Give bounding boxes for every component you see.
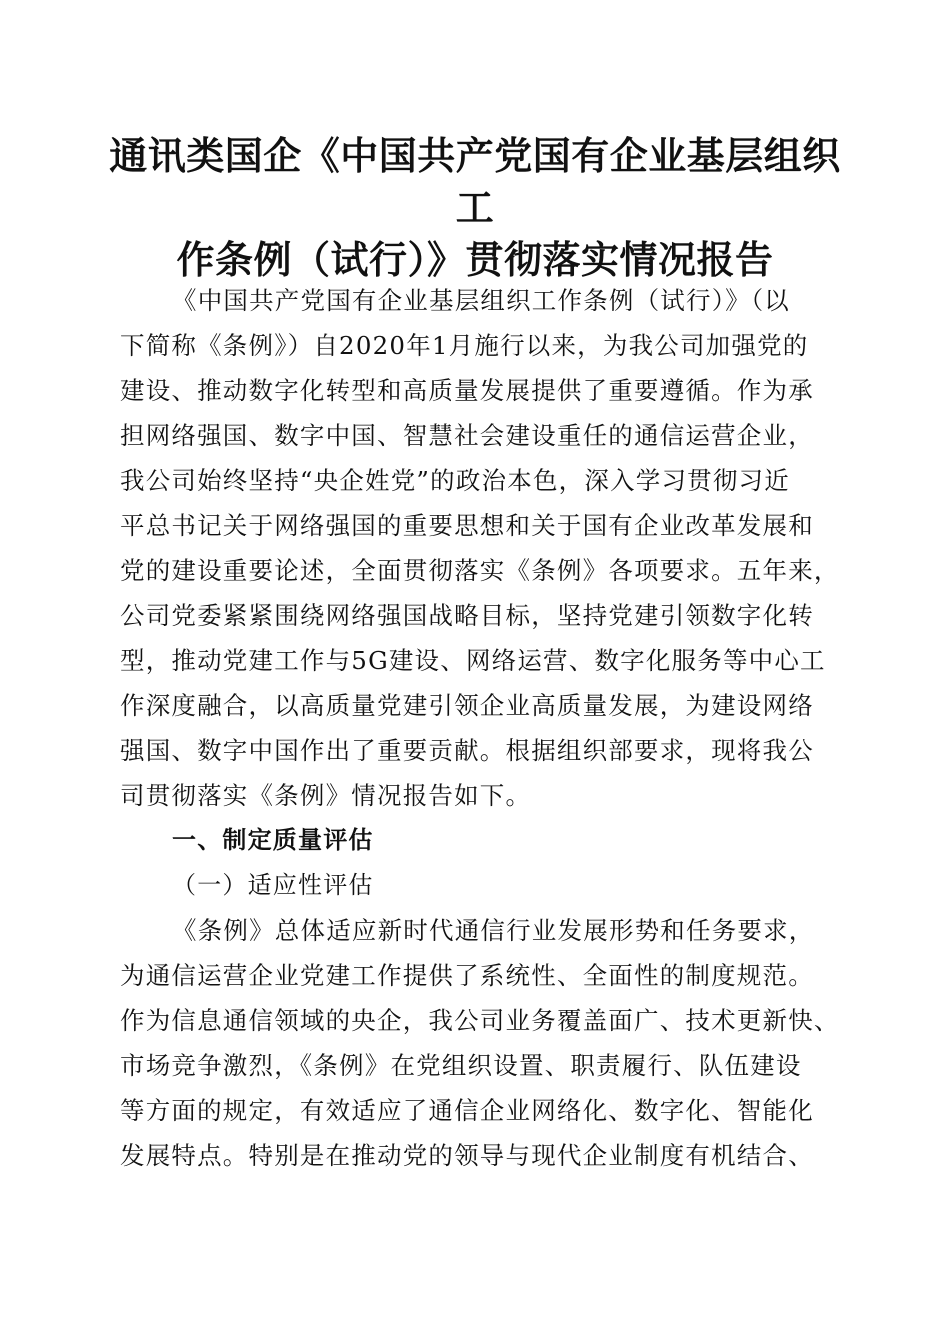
paragraph-line: 党的建设重要论述，全面贯彻落实《条例》各项要求。五年来， [120,556,840,585]
paragraph-line: 平总书记关于网络强国的重要思想和关于国有企业改革发展和 [120,511,814,540]
section-heading: 一、制定质量评估 [172,826,374,854]
paragraph-line: 市场竞争激烈，《条例》在党组织设置、职责履行、队伍建设 [120,1051,802,1080]
paragraph-line: 型，推动党建工作与5G建设、网络运营、数字化服务等中心工 [120,646,826,675]
paragraph-line: 为通信运营企业党建工作提供了系统性、全面性的制度规范。 [120,961,814,990]
paragraph-line: 下简称《条例》）自2020年1月施行以来，为我公司加强党的 [120,331,809,360]
title-line: 作条例（试行）》贯彻落实情况报告 [176,237,774,282]
paragraph-line: 《条例》总体适应新时代通信行业发展形势和任务要求， [172,916,815,945]
paragraph-line: 等方面的规定，有效适应了通信企业网络化、数字化、智能化 [120,1096,814,1125]
paragraph-line: 我公司始终坚持“央企姓党”的政治本色，深入学习贯彻习近 [120,466,790,495]
document-title [100,130,850,286]
paragraph-line: 作深度融合，以高质量党建引领企业高质量发展，为建设网络 [120,691,814,720]
paragraph-line: 《中国共产党国有企业基层组织工作条例（试行）》（以 [172,286,790,315]
paragraph-line: 作为信息通信领域的央企，我公司业务覆盖面广、技术更新快、 [120,1006,840,1035]
paragraph-line: 司贯彻落实《条例》情况报告如下。 [120,781,532,810]
document-body [120,278,840,1178]
paragraph-line: 担网络强国、数字中国、智慧社会建设重任的通信运营企业， [120,421,814,450]
title-line: 通讯类国企《中国共产党国有企业基层组织工 [109,133,841,230]
paragraph-line: 建设、推动数字化转型和高质量发展提供了重要遵循。作为承 [120,376,814,405]
paragraph-line: 公司党委紧紧围绕网络强国战略目标，坚持党建引领数字化转 [120,601,814,630]
subsection-heading: （一）适应性评估 [172,871,374,899]
paragraph-line: 强国、数字中国作出了重要贡献。根据组织部要求，现将我公 [120,736,814,765]
paragraph-line: 发展特点。特别是在推动党的领导与现代企业制度有机结合、 [120,1141,814,1170]
